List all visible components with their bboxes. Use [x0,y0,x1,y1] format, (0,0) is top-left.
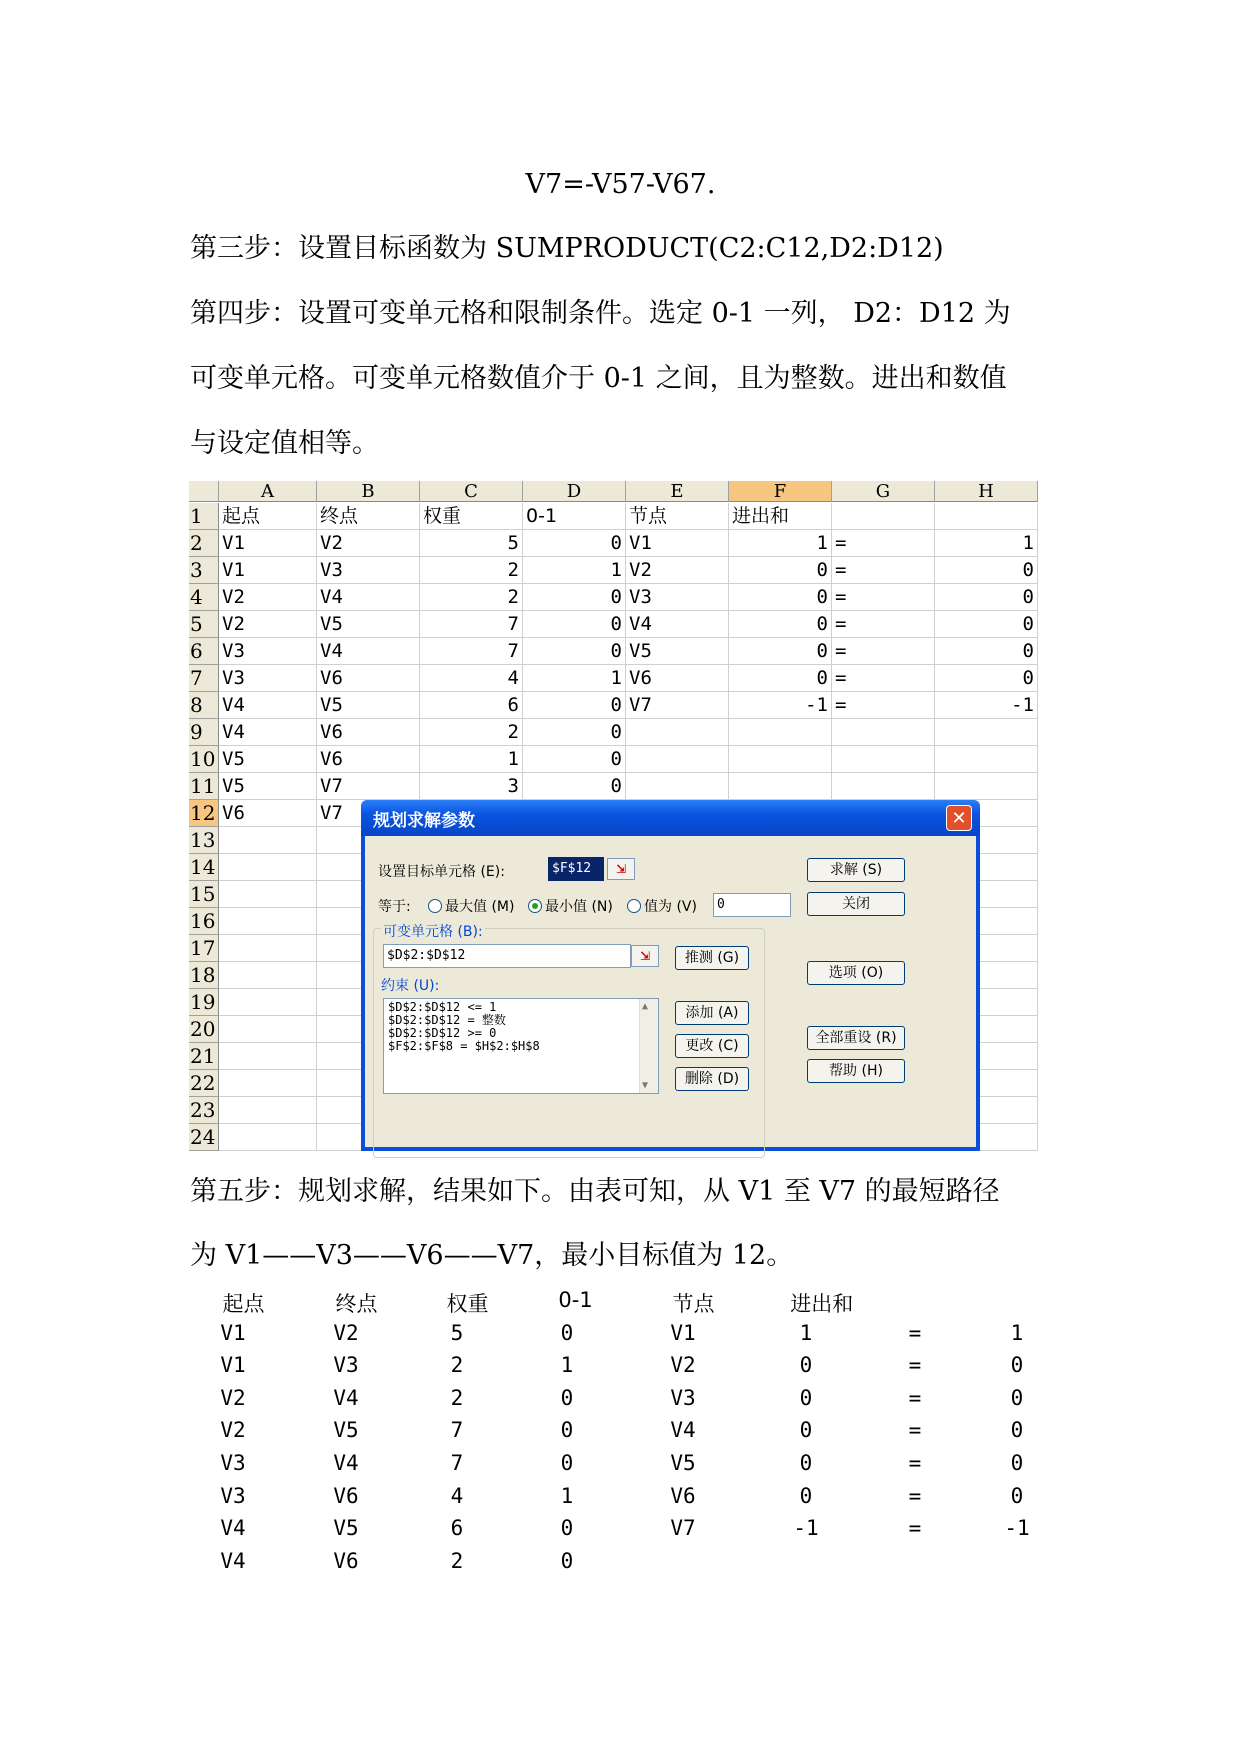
sheet-cell[interactable]: = [832,665,935,692]
row-header[interactable]: 15 [189,881,219,908]
results-cell: -1 [1004,1516,1030,1541]
results-cell: V3 [220,1451,246,1475]
collapse-dialog-icon[interactable]: ⇲ [607,858,635,880]
value-option-label: 值为 (V) [644,899,697,915]
sheet-cell[interactable]: 2 [420,557,523,584]
results-cell: 2 [450,1548,464,1573]
results-cell: 1 [560,1483,574,1508]
constraints-label: 约束 (U): [381,978,440,994]
sheet-cell[interactable]: V2 [626,557,729,584]
row-header[interactable]: 14 [189,854,219,881]
sheet-cell[interactable] [219,1097,317,1124]
results-cell: 0 [560,1320,574,1345]
radio-icon[interactable] [428,899,442,913]
dialog-titlebar[interactable] [361,800,980,836]
row-header[interactable]: 8 [189,692,219,719]
results-cell: V4 [333,1451,359,1475]
results-cell: 7 [450,1418,464,1443]
sheet-cell[interactable]: 2 [420,584,523,611]
results-header-cell: 起点 [222,1292,265,1316]
row-header[interactable]: 12 [189,800,219,827]
results-cell: V4 [220,1516,246,1541]
results-header-cell: 权重 [446,1292,489,1316]
sheet-cell[interactable]: V7 [317,800,420,827]
results-cell: 0 [560,1451,574,1475]
sheet-cell[interactable]: 节点 [626,503,729,530]
sheet-cell[interactable]: 终点 [317,503,420,530]
sheet-cell[interactable]: 0 [935,665,1038,692]
sheet-cell[interactable]: 0 [729,665,832,692]
sheet-cell[interactable]: 0 [935,584,1038,611]
results-cell: 5 [450,1320,464,1345]
row-header[interactable]: 3 [189,557,219,584]
sheet-cell[interactable] [219,1070,317,1097]
sheet-cell[interactable]: = [832,638,935,665]
sheet-cell[interactable]: 进出和 [729,503,832,530]
sheet-cell[interactable]: V7 [317,773,420,800]
sheet-cell[interactable]: = [832,692,935,719]
target-cell-label: 设置目标单元格 (E): [378,864,505,880]
results-cell: = [908,1418,922,1443]
results-header-cell: 0-1 [558,1288,593,1312]
sheet-cell[interactable]: 0 [729,638,832,665]
sheet-cell[interactable] [219,1043,317,1070]
results-cell: = [908,1385,922,1410]
sheet-cell[interactable]: 1 [420,746,523,773]
results-cell: = [908,1320,922,1345]
sheet-cell[interactable] [935,746,1038,773]
results-cell: 6 [450,1516,464,1541]
sheet-cell[interactable]: 0 [523,638,626,665]
sheet-cell[interactable]: V3 [219,638,317,665]
constraints-list[interactable] [383,998,659,1094]
add-button[interactable]: 添加 (A) [675,1001,749,1025]
sheet-cell[interactable]: V5 [317,611,420,638]
value-option[interactable] [627,896,697,916]
step4-paragraph-line2: 可变单元格。可变单元格数值介于 0-1 之间，且为整数。进出和数值 [190,363,1007,394]
sheet-cell[interactable] [219,989,317,1016]
sheet-cell[interactable] [729,746,832,773]
solve-button[interactable]: 求解 (S) [807,858,905,882]
results-cell: 0 [560,1385,574,1410]
row-header[interactable]: 20 [189,1016,219,1043]
column-header-a[interactable]: A [219,481,317,502]
results-cell: V4 [220,1548,246,1573]
results-cell: 0 [1010,1385,1024,1410]
dialog-title: 规划求解参数 [373,811,475,831]
sheet-cell[interactable]: 0 [523,746,626,773]
results-cell: 0 [560,1418,574,1443]
results-cell: V3 [220,1483,246,1508]
sheet-cell[interactable]: 起点 [219,503,317,530]
sheet-cell[interactable]: V6 [317,719,420,746]
collapse-dialog-icon[interactable]: ⇲ [631,945,659,967]
results-header-cell: 节点 [672,1292,715,1316]
row-header[interactable]: 10 [189,746,219,773]
column-header-e[interactable]: E [626,481,729,502]
sheet-cell[interactable]: 1 [935,530,1038,557]
results-header-cell: 终点 [335,1292,378,1316]
sheet-cell[interactable] [935,503,1038,530]
sheet-cell[interactable]: V6 [317,665,420,692]
max-option-label: 最大值 (M) [445,899,515,915]
sheet-cell[interactable]: 5 [420,530,523,557]
results-cell: V2 [220,1385,246,1410]
sheet-cell[interactable] [729,719,832,746]
sheet-cell[interactable] [219,854,317,881]
sheet-cell[interactable] [626,746,729,773]
sheet-cell[interactable] [219,935,317,962]
step3-paragraph: 第三步：设置目标函数为 SUMPRODUCT(C2:C12,D2:D12) [190,233,944,264]
sheet-cell[interactable]: 0 [523,692,626,719]
results-cell: 0 [1010,1353,1024,1378]
results-cell: 1 [799,1320,813,1345]
row-header[interactable]: 21 [189,1043,219,1070]
sheet-cell[interactable]: 0 [729,584,832,611]
sheet-cell[interactable]: V3 [317,557,420,584]
results-cell: = [908,1353,922,1378]
sheet-cell[interactable]: 0 [523,719,626,746]
sheet-cell[interactable]: 3 [420,773,523,800]
sheet-cell[interactable]: V2 [317,530,420,557]
results-cell: 0 [1010,1418,1024,1443]
results-cell: V2 [670,1353,696,1378]
column-header-b[interactable]: B [317,481,420,502]
results-cell: V6 [333,1548,359,1573]
close-icon[interactable]: ✕ [946,805,972,831]
sheet-cell[interactable]: V1 [219,530,317,557]
sheet-cell[interactable]: V5 [219,746,317,773]
sheet-cell[interactable]: = [832,611,935,638]
row-header[interactable]: 6 [189,638,219,665]
column-header-d[interactable]: D [523,481,626,502]
sheet-cell[interactable]: 0 [729,611,832,638]
row-header[interactable]: 23 [189,1097,219,1124]
min-option[interactable] [528,896,613,916]
sheet-cell[interactable]: -1 [935,692,1038,719]
constraint-item[interactable]: $D$2:$D$12 <= 1 [388,1000,497,1014]
step5-paragraph-line1: 第五步：规划求解，结果如下。由表可知，从 V1 至 V7 的最短路径 [190,1176,1000,1207]
results-cell: 0 [799,1418,813,1443]
max-option[interactable] [428,896,514,916]
sheet-cell[interactable]: V1 [219,557,317,584]
sheet-cell[interactable]: = [832,584,935,611]
sheet-cell[interactable]: 1 [523,665,626,692]
row-header[interactable]: 16 [189,908,219,935]
sheet-cell[interactable]: 0 [729,557,832,584]
sheet-cell[interactable]: 0 [523,530,626,557]
sheet-cell[interactable]: 权重 [420,503,523,530]
sheet-cell[interactable]: V2 [219,584,317,611]
row-header[interactable]: 1 [189,503,219,530]
guess-button[interactable]: 推测 (G) [675,946,749,970]
row-header[interactable]: 11 [189,773,219,800]
constraint-item[interactable]: $D$2:$D$12 = 整数 [388,1013,506,1027]
sheet-cell[interactable]: 0 [935,557,1038,584]
results-cell: 4 [450,1483,464,1508]
row-header[interactable]: 19 [189,989,219,1016]
results-cell: 2 [450,1385,464,1410]
sheet-cell[interactable] [832,503,935,530]
results-cell: V5 [670,1451,696,1475]
radio-selected-icon[interactable] [528,899,542,913]
sheet-cell[interactable]: 0 [935,611,1038,638]
sheet-cell[interactable]: 0 [523,611,626,638]
sheet-cell[interactable] [626,719,729,746]
sheet-cell[interactable]: V3 [626,584,729,611]
sheet-cell[interactable]: V4 [317,584,420,611]
sheet-cell[interactable] [832,746,935,773]
row-header[interactable]: 2 [189,530,219,557]
sheet-cell[interactable]: 7 [420,638,523,665]
sheet-cell[interactable]: V7 [626,692,729,719]
results-cell: 0 [560,1548,574,1573]
results-cell: V1 [220,1320,246,1345]
sheet-cell[interactable]: 7 [420,611,523,638]
results-cell: 0 [1010,1451,1024,1475]
column-header-c[interactable]: C [420,481,523,502]
sheet-cell[interactable]: 0 [935,638,1038,665]
results-cell: 0 [560,1516,574,1541]
reset-all-button[interactable]: 全部重设 (R) [807,1026,905,1050]
sheet-cell[interactable]: V4 [626,611,729,638]
results-cell: -1 [793,1516,819,1541]
row-header[interactable]: 9 [189,719,219,746]
sheet-cell[interactable] [729,773,832,800]
sheet-cell[interactable]: V5 [219,773,317,800]
results-cell: 0 [799,1451,813,1475]
results-cell: = [908,1516,922,1541]
sheet-cell[interactable]: V6 [219,800,317,827]
sheet-cell[interactable]: 0-1 [523,503,626,530]
results-cell: V6 [333,1483,359,1508]
equal-to-label: 等于: [378,899,411,915]
row-header[interactable]: 17 [189,935,219,962]
column-header-h[interactable]: H [935,481,1038,502]
column-header-f[interactable]: F [729,481,832,502]
options-button[interactable]: 选项 (O) [807,961,905,985]
sheet-cell[interactable] [832,719,935,746]
results-cell: 0 [799,1385,813,1410]
sheet-cell[interactable]: -1 [729,692,832,719]
results-cell: V3 [333,1353,359,1378]
sheet-cell[interactable] [832,773,935,800]
row-header[interactable]: 4 [189,584,219,611]
sheet-cell[interactable]: V4 [317,638,420,665]
sheet-cell[interactable] [935,719,1038,746]
solver-parameters-dialog [361,800,980,1151]
results-cell: V5 [333,1418,359,1443]
dialog-body [365,836,976,1147]
results-cell: 0 [1010,1483,1024,1508]
help-button[interactable]: 帮助 (H) [807,1059,905,1083]
constraint-item[interactable]: $F$2:$F$8 = $H$2:$H$8 [388,1039,540,1053]
constraint-item[interactable]: $D$2:$D$12 >= 0 [388,1026,497,1040]
sheet-cell[interactable]: V5 [317,692,420,719]
sheet-cell[interactable]: = [832,530,935,557]
sheet-cell[interactable] [626,773,729,800]
delete-button[interactable]: 删除 (D) [675,1067,749,1091]
step5-paragraph-line2: 为 V1——V3——V6——V7，最小目标值为 12。 [190,1240,794,1271]
results-cell: 1 [1010,1320,1024,1345]
equation-line: V7=-V57-V67. [525,169,716,200]
sheet-cell[interactable]: V6 [317,746,420,773]
results-cell: V3 [670,1385,696,1410]
results-cell: V2 [220,1418,246,1443]
min-option-label: 最小值 (N) [545,899,613,915]
results-cell: V5 [333,1516,359,1541]
results-cell: 1 [560,1353,574,1378]
results-cell: = [908,1483,922,1508]
sheet-cell[interactable]: 0 [523,584,626,611]
results-cell: V4 [333,1385,359,1410]
sheet-cell[interactable]: 4 [420,665,523,692]
sheet-cell[interactable]: 0 [523,773,626,800]
scrollbar[interactable] [639,999,658,1093]
row-header[interactable]: 18 [189,962,219,989]
results-cell: 2 [450,1353,464,1378]
sheet-cell[interactable] [219,881,317,908]
sheet-cell[interactable] [219,827,317,854]
row-header[interactable]: 5 [189,611,219,638]
sheet-cell[interactable]: V4 [219,719,317,746]
target-cell-input[interactable]: $F$12 [548,857,604,881]
corner-cell[interactable] [189,481,219,502]
results-cell: V7 [670,1516,696,1541]
results-cell: = [908,1451,922,1475]
changing-cells-input[interactable]: $D$2:$D$12 [383,944,631,968]
sheet-cell[interactable] [219,962,317,989]
results-cell: 0 [799,1353,813,1378]
sheet-cell[interactable]: 1 [729,530,832,557]
scroll-down-icon[interactable]: ▼ [642,1080,649,1091]
results-cell: 0 [799,1483,813,1508]
row-header[interactable]: 22 [189,1070,219,1097]
sheet-cell[interactable] [935,773,1038,800]
row-header[interactable]: 24 [189,1124,219,1151]
close-button[interactable]: 关闭 [807,892,905,916]
sheet-cell[interactable]: V6 [626,665,729,692]
sheet-cell[interactable]: V4 [219,692,317,719]
sheet-cell[interactable] [219,908,317,935]
results-header-cell: 进出和 [790,1292,854,1316]
results-cell: V1 [670,1320,696,1345]
change-button[interactable]: 更改 (C) [675,1034,749,1058]
step4-paragraph-line1: 第四步：设置可变单元格和限制条件。选定 0-1 一列， D2：D12 为 [190,298,1011,329]
radio-icon[interactable] [627,899,641,913]
sheet-cell[interactable]: V2 [219,611,317,638]
sheet-cell[interactable] [219,1016,317,1043]
results-cell: 7 [450,1451,464,1475]
step4-paragraph-line3: 与设定值相等。 [190,428,379,459]
results-cell: V2 [333,1320,359,1345]
sheet-cell[interactable]: V1 [626,530,729,557]
row-header[interactable]: 13 [189,827,219,854]
sheet-cell[interactable]: = [832,557,935,584]
sheet-cell[interactable]: 6 [420,692,523,719]
results-cell: V1 [220,1353,246,1378]
results-cell: V4 [670,1418,696,1443]
column-header-g[interactable]: G [832,481,935,502]
value-of-input[interactable]: 0 [713,893,791,917]
changing-cells-label: 可变单元格 (B): [381,921,485,941]
results-cell: V6 [670,1483,696,1508]
sheet-cell[interactable]: 2 [420,719,523,746]
row-header[interactable]: 7 [189,665,219,692]
scroll-up-icon[interactable]: ▲ [642,1001,649,1012]
sheet-cell[interactable]: V5 [626,638,729,665]
sheet-cell[interactable]: 1 [523,557,626,584]
sheet-cell[interactable] [219,1124,317,1151]
sheet-cell[interactable]: V3 [219,665,317,692]
